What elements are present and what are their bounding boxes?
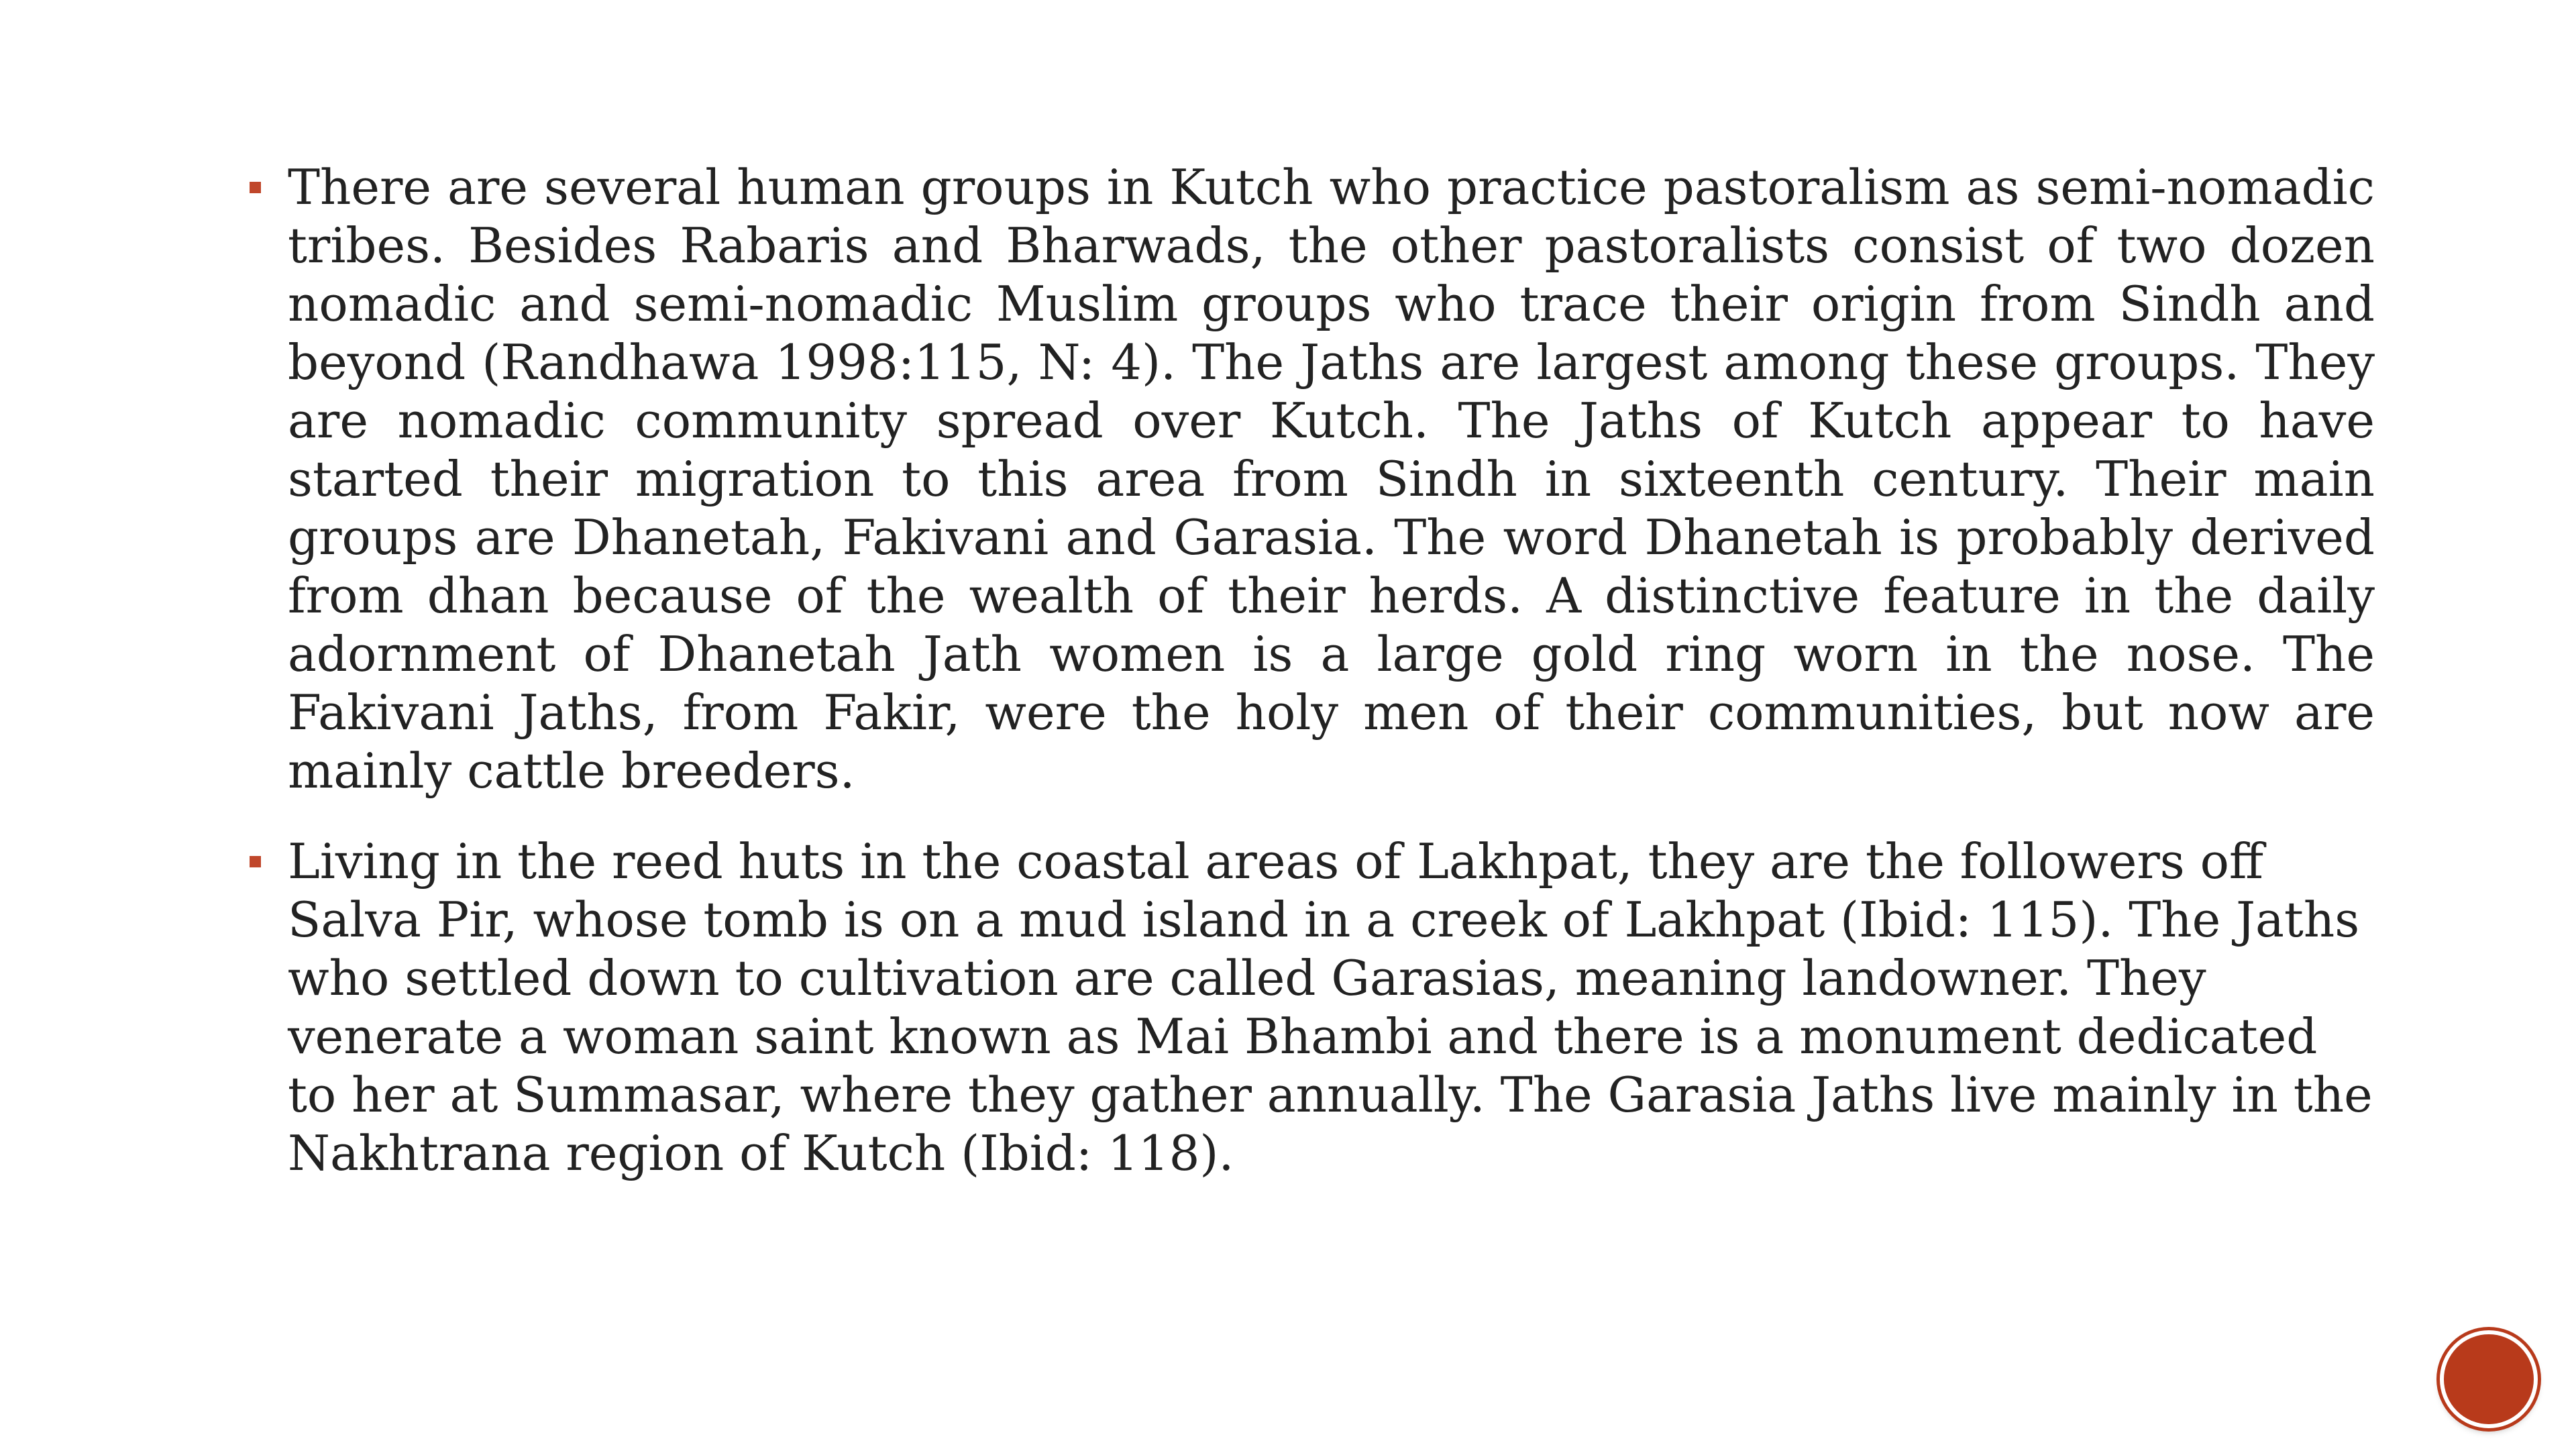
bullet-text: Living in the reed huts in the coastal areas of Lakhpat, they are the followers off Salva Pir, whose tomb is on a mud island in a creek of Lakhpat (Ibid: 115). The Jaths who settled down to cultivation are called Garasias, meaning landowner. They venerate a woman saint known as Mai Bhambi and there is a monument dedicated to her at Summasar, where they gather annually. The Garasia Jaths live mainly in the Nakhtrana region of Kutch (Ibid: 118). [288, 833, 2373, 1181]
bullet-text: There are several human groups in Kutch who practice pastoralism as semi-nomadic tribes. Besides Rabaris and Bharwads, the other pastoralists consist of two dozen nomadic and semi-nomadic Muslim groups who trace their origin from Sindh and beyond (Randhawa 1998:115, N: 4). The Jaths are largest among these groups. They are nomadic community spread over Kutch. The Jaths of Kutch appear to have started their migration to this area from Sindh in sixteenth century. Their main groups are Dhanetah, Fakivani and Garasia. The word Dhanetah is probably derived from dhan because of the wealth of their herds. A distinctive feature in the daily adornment of Dhanetah Jath women is a large gold ring worn in the nose. The Fakivani Jaths, from Fakir, were the holy men of their communities, but now are mainly cattle breeders. [288, 159, 2375, 799]
bullet-item [250, 833, 2375, 1183]
bullet-item [250, 158, 2375, 800]
square-bullet-icon [250, 182, 261, 193]
bullet-list [250, 158, 2375, 1215]
square-bullet-icon [250, 856, 261, 867]
slide-number-badge [2440, 1330, 2538, 1428]
